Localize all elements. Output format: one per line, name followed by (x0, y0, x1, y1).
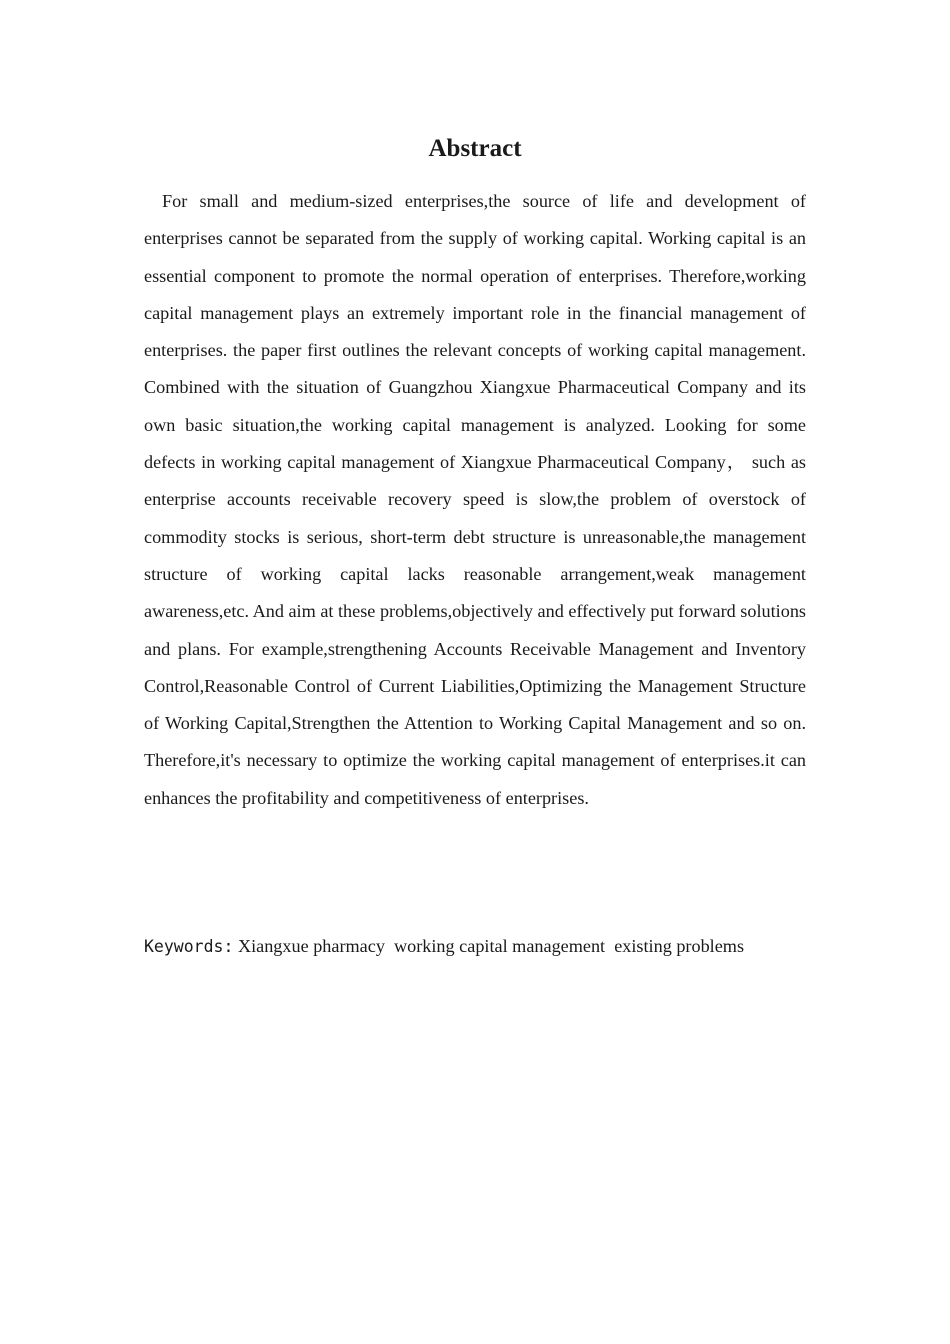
keywords-line (144, 928, 844, 965)
keywords-text: Xiangxue pharmacy working capital management existing problems (233, 936, 745, 956)
abstract-body: For small and medium-sized enterprises,the source of life and development of enterprises cannot be separated from the supply of working capital. Working capital is an essential component to promote the normal operation of enterprises. Therefore,working capital management plays an extremely important role in the financial management of enterprises. the paper first outlines the relevant concepts of working capital management. Combined with the situation of Guangzhou Xiangxue Pharmaceutical Company and its own basic situation,the working capital management is analyzed. Looking for some defects in working capital management of Xiangxue Pharmaceutical Company， such as enterprise accounts receivable recovery speed is slow,the problem of overstock of commodity stocks is serious, short-term debt structure is unreasonable,the management structure of working capital lacks reasonable arrangement,weak management awareness,etc. And aim at these problems,objectively and effectively put forward solutions and plans. For example,strengthening Accounts Receivable Management and Inventory Control,Reasonable Control of Current Liabilities,Optimizing the Management Structure of Working Capital,Strengthen the Attention to Working Capital Management and so on. Therefore,it's necessary to optimize the working capital management of enterprises.it can enhances the profitability and competitiveness of enterprises. (144, 191, 806, 808)
abstract-title: Abstract (428, 135, 522, 162)
keywords-label: Keywords: (144, 937, 234, 956)
